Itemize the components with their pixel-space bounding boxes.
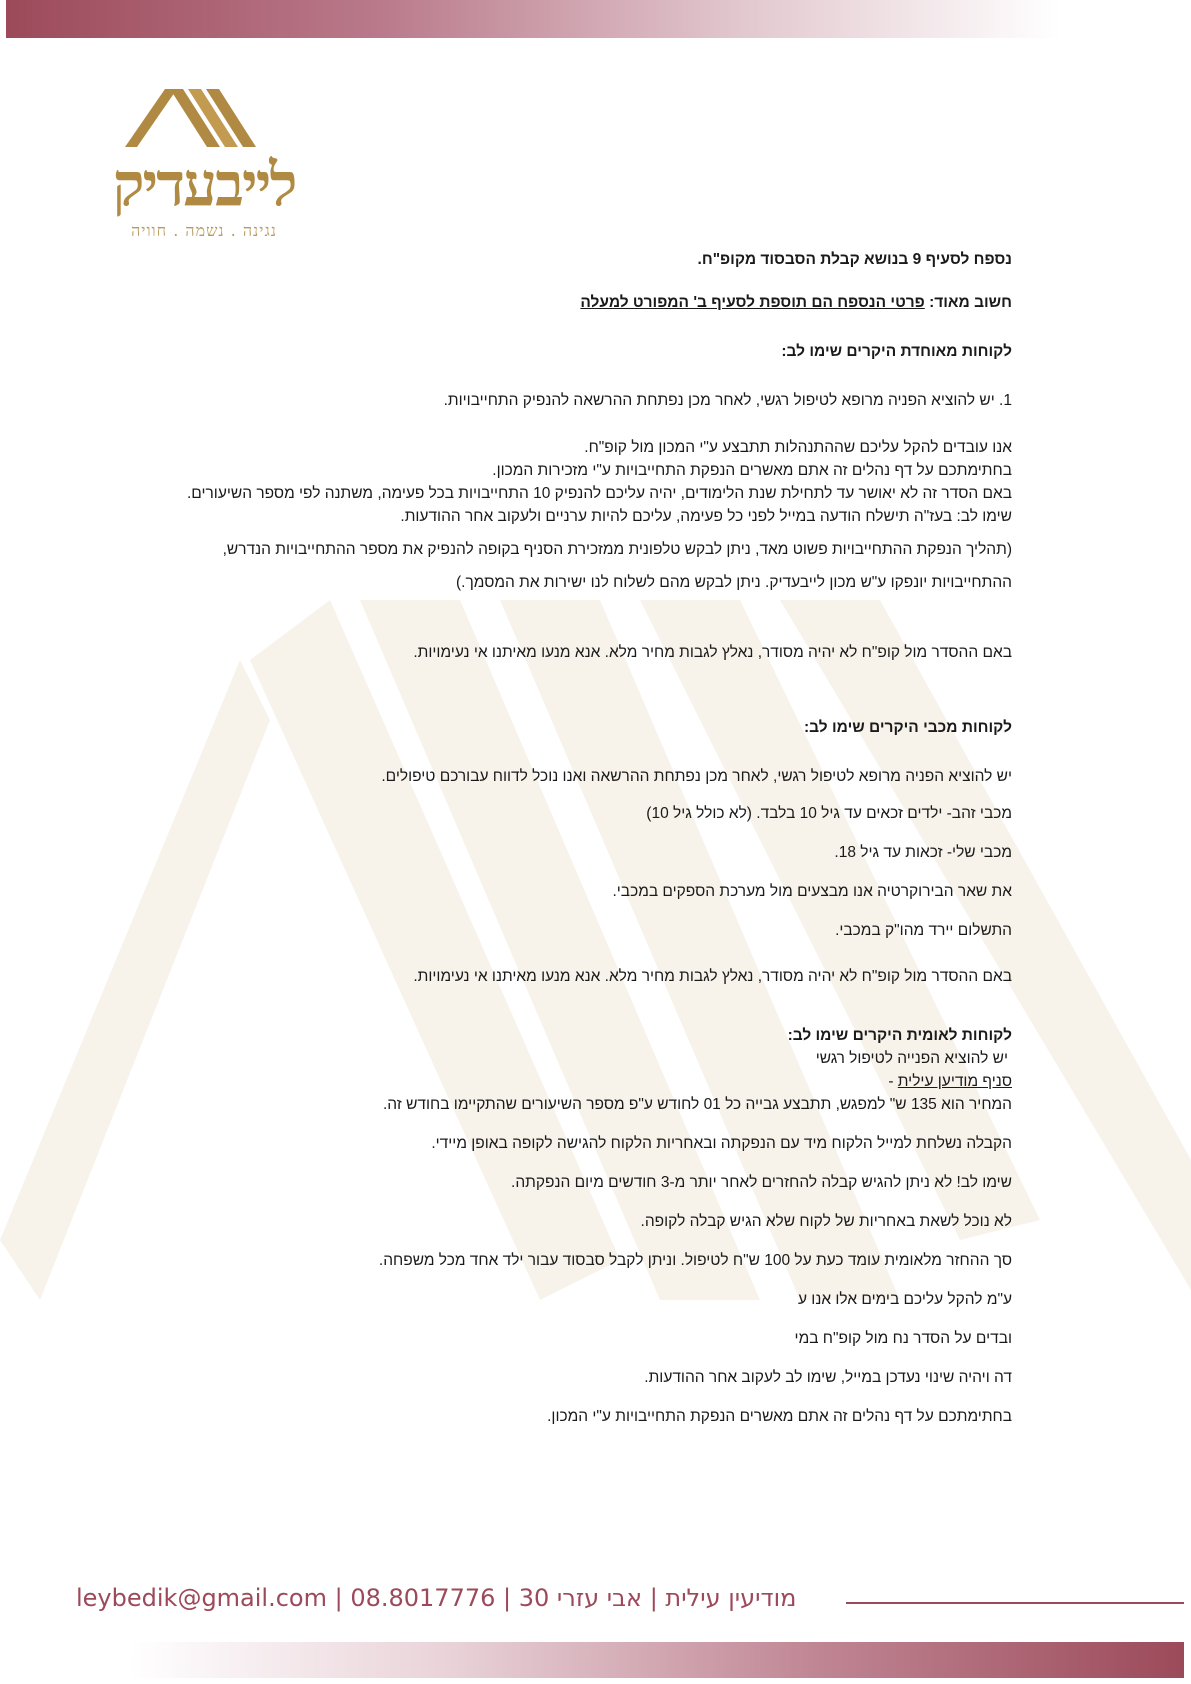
paragraph: יש להוציא הפניה מרופא לטיפול רגשי, לאחר מכן נפתחת ההרשאה ואנו נוכל לדווח עבורכם טיפולים. [381,768,1012,785]
paragraph: בחתימתכם על דף נהלים זה אתם מאשרים הנפקת התחייבויות ע"י מזכירות המכון. [492,462,1012,479]
important-note [180,291,1012,314]
paragraph: מכבי זהב- ילדים זכאים עד גיל 10 בלבד. (לא כולל גיל 10) [646,805,1012,822]
annex-title: נספח לסעיף 9 בנושא קבלת הסבסוד מקופ"ח. [697,251,1012,268]
paragraph: באם ההסדר מול קופ"ח לא יהיה מסודר, נאלץ לגבות מחיר מלא. אנא מנעו מאיתנו אי נעימויות. [413,644,1012,661]
paragraph: מכבי שלי- זכאות עד גיל 18. [834,844,1012,861]
paragraph: ובדים על הסדר נח מול קופ"ח במי [794,1330,1012,1347]
bottom-gradient-bar [130,1642,1184,1678]
paragraph: המחיר הוא 135 ש" למפגש, תתבצע גבייה כל 01 לחודש ע"פ מספר השיעורים שהתקיימו בחודש זה. [382,1096,1012,1113]
leumit-heading: לקוחות לאומית היקרים שימו לב: [787,1027,1012,1044]
paragraph: סך ההחזר מלאומית עומד כעת על 100 ש"ח לטיפול. וניתן לקבל סבסוד עבור ילד אחד מכל משפחה. [378,1252,1012,1269]
maccabi-heading: לקוחות מכבי היקרים שימו לב: [804,719,1012,736]
paragraph: 1. יש להוציא הפניה מרופא לטיפול רגשי, לאחר מכן נפתחת ההרשאה להנפיק התחייבויות. [443,392,1012,409]
meuhedet-heading: לקוחות מאוחדת היקרים שימו לב: [781,343,1012,360]
top-gradient-bar [6,0,1060,38]
paragraph: אנו עובדים להקל עליכם שההתנהלות תתבצע ע"י המכון מול קופ"ח. [584,439,1012,456]
paragraph: באם ההסדר מול קופ"ח לא יהיה מסודר, נאלץ לגבות מחיר מלא. אנא מנעו מאיתנו אי נעימויות. [413,968,1012,985]
paragraph: באם הסדר זה לא יאושר עד לתחילת שנת הלימודים, יהיה עליכם להנפיק 10 התחייבויות בכל פעימה, משתנה לפי מספר השיעורים. [186,485,1012,502]
paragraph: (תהליך הנפקת ההתחייבויות פשוט מאד, ניתן לבקש טלפונית ממזכירת הסניף בקופה להנפיק את מספר ההתחייבויות הנדרש, [222,541,1012,558]
paragraph: את שאר הבירוקרטיה אנו מבצעים מול מערכת הספקים במכבי. [612,883,1012,900]
important-link: פרטי הנספח הם תוספת לסעיף ב' המפורט למעלה [580,294,925,311]
paragraph: ע"מ להקל עליכם בימים אלו אנו ע [797,1291,1012,1308]
branch-link: סניף מודיען עילית [897,1073,1012,1090]
logo-tagline: נגינה . נשמה . חוויה [131,221,277,240]
paragraph: בחתימתכם על דף נהלים זה אתם מאשרים הנפקת התחייבויות ע"י המכון. [547,1408,1012,1425]
paragraph: ההתחייבויות יונפקו ע"ש מכון לייבעדיק. ניתן לבקש מהם לשלוח לנו ישירות את המסמך.) [455,574,1012,591]
document-body [180,248,1012,1428]
paragraph: יש להוציא הפנייה לטיפול רגשי [815,1050,1008,1067]
paragraph: לא נוכל לשאת באחריות של לקוח שלא הגיש קבלה לקופה. [640,1213,1012,1230]
footer-contact: leybedik@gmail.com | 08.8017776 | מודיעין עילית | אבי עזרי 30 [76,1584,797,1612]
paragraph: דה ויהיה שינוי נעדכן במייל, שימו לב לעקוב אחר ההודעות. [644,1369,1012,1386]
branch-line: סניף מודיען עילית - [888,1073,1012,1090]
important-label: חשוב מאוד: [924,294,1012,311]
paragraph: שימו לב! לא ניתן להגיש קבלה להחזרים לאחר יותר מ-3 חודשים מיום הנפקתה. [511,1174,1012,1191]
logo-name: לייבעדיק [112,150,296,220]
paragraph: התשלום יירד מהו"ק במכבי. [835,922,1012,939]
footer-divider [846,1602,1184,1604]
paragraph: שימו לב: בעז"ה תישלח הודעה במייל לפני כל פעימה, עליכם להיות ערניים ולעקוב אחר ההודעות. [400,508,1012,525]
paragraph: הקבלה נשלחת למייל הלקוח מיד עם הנפקתה ובאחריות הלקוח להגישה לקופה באופן מיידי. [431,1135,1012,1152]
